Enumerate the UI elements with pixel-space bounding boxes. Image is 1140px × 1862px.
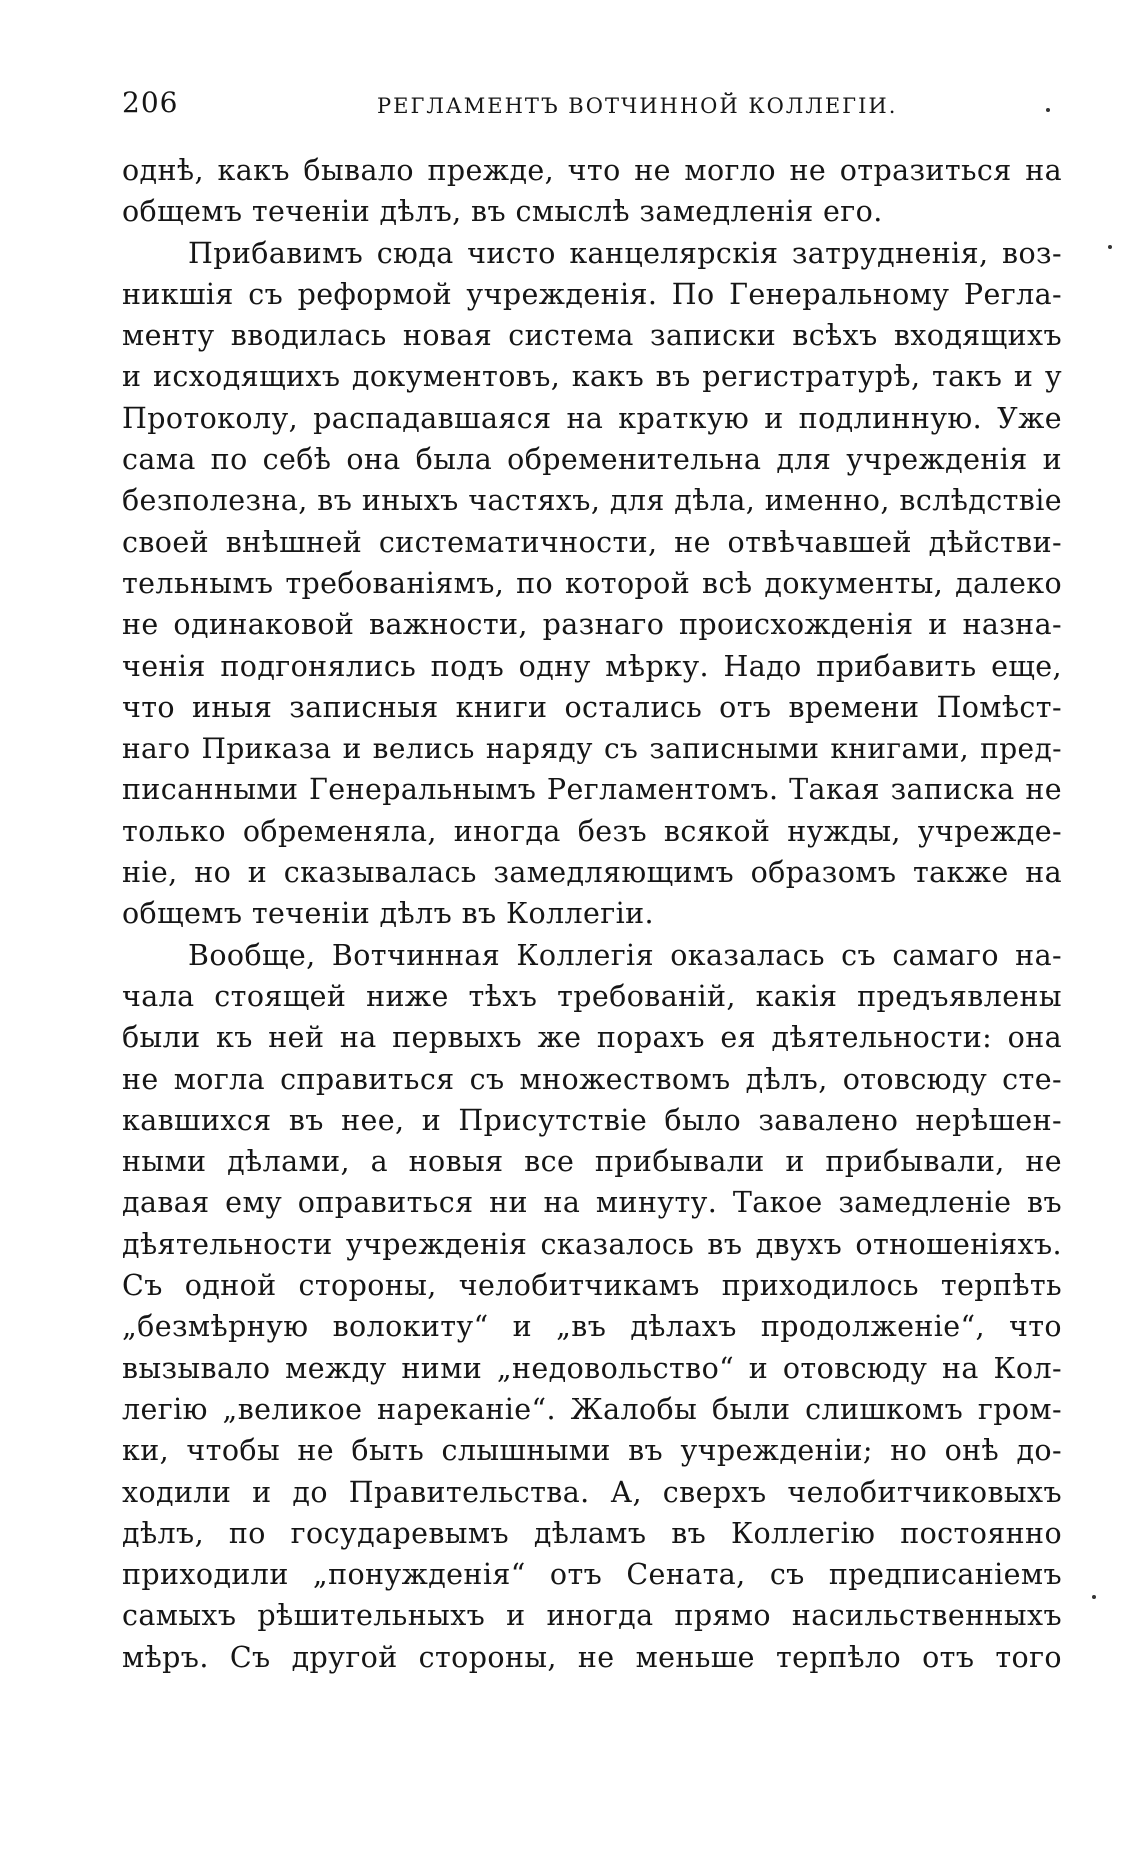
text-line: дѣлъ, по государевымъ дѣламъ въ Коллегію постоянно bbox=[122, 1516, 1062, 1550]
text-line: чала стоящей ниже тѣхъ требованій, какія предъявлены bbox=[122, 979, 1062, 1013]
text-line: Протоколу, распадавшаяся на краткую и подлинную. Уже bbox=[122, 401, 1062, 435]
paragraph-start-line: Прибавимъ сюда чисто канцелярскія затрудненія, воз- bbox=[188, 236, 1062, 270]
text-line: что иныя записныя книги остались отъ времени Помѣст- bbox=[122, 690, 1062, 724]
margin-dot bbox=[1108, 245, 1112, 249]
text-line: ченія подгонялись подъ одну мѣрку. Надо прибавить еще, bbox=[122, 649, 1062, 683]
text-line: мѣръ. Съ другой стороны, не меньше терпѣло отъ того bbox=[122, 1640, 1062, 1674]
text-line: ніе, но и сказывалась замедляющимъ образомъ также на bbox=[122, 856, 1062, 890]
body-text bbox=[122, 150, 1062, 1678]
text-line: самыхъ рѣшительныхъ и иногда прямо насильственныхъ bbox=[122, 1599, 1062, 1633]
text-line: ными дѣлами, а новыя все прибывали и прибывали, не bbox=[122, 1145, 1062, 1179]
text-line: сама по себѣ она была обременительна для учрежденія и bbox=[122, 443, 1062, 477]
text-line: однѣ, какъ бывало прежде, что не могло не отразиться на bbox=[122, 154, 1062, 187]
text-line: своей внѣшней систематичности, не отвѣчавшей дѣйстви- bbox=[122, 525, 1062, 559]
text-line: Съ одной стороны, челобитчикамъ приходилось терпѣть bbox=[122, 1269, 1062, 1303]
text-line: дѣятельности учрежденія сказалось въ двухъ отношеніяхъ. bbox=[122, 1227, 1062, 1261]
text-line: вызывало между ними „недовольство“ и отовсюду на Кол- bbox=[122, 1351, 1062, 1385]
text-line: писанными Генеральнымъ Регламентомъ. Такая записка не bbox=[122, 773, 1062, 807]
running-head bbox=[122, 86, 1062, 126]
text-line: безполезна, въ иныхъ частяхъ, для дѣла, именно, вслѣдствіе bbox=[122, 484, 1062, 518]
text-line: наго Приказа и велись наряду съ записными книгами, пред- bbox=[122, 732, 1062, 766]
text-line: и исходящихъ документовъ, какъ въ регистратурѣ, такъ и у bbox=[122, 360, 1062, 394]
text-line: общемъ теченіи дѣлъ, въ смыслѣ замедленія его. bbox=[122, 195, 883, 229]
page-number: 206 bbox=[122, 86, 179, 119]
text-line: ки, чтобы не быть слышными въ учрежденіи; но онѣ до- bbox=[122, 1434, 1062, 1468]
margin-dot bbox=[1092, 1595, 1096, 1599]
text-line: ходили и до Правительства. А, сверхъ челобитчиковыхъ bbox=[122, 1475, 1062, 1509]
text-line: только обременяла, иногда безъ всякой нужды, учрежде- bbox=[122, 814, 1062, 848]
text-line: кавшихся въ нее, и Присутствіе было завалено нерѣшен- bbox=[122, 1103, 1062, 1137]
text-line: не могла справиться съ множествомъ дѣлъ, отовсюду сте- bbox=[122, 1062, 1062, 1096]
margin-dot bbox=[1046, 108, 1050, 112]
running-title: РЕГЛАМЕНТЪ ВОТЧИННОЙ КОЛЛЕГІИ. bbox=[377, 94, 898, 118]
text-line: были къ ней на первыхъ же порахъ ея дѣятельности: она bbox=[122, 1021, 1062, 1055]
text-line: тельнымъ требованіямъ, по которой всѣ документы, далеко bbox=[122, 566, 1062, 600]
text-line: давая ему оправиться ни на минуту. Такое замедленіе въ bbox=[122, 1186, 1062, 1220]
paragraph-start-line: Вообще, Вотчинная Коллегія оказалась съ самаго на- bbox=[188, 938, 1062, 972]
text-line: никшія съ реформой учрежденія. По Генеральному Регла- bbox=[122, 277, 1062, 311]
text-line: „безмѣрную волокиту“ и „въ дѣлахъ продолженіе“, что bbox=[122, 1310, 1062, 1344]
text-line: менту вводилась новая система записки всѣхъ входящихъ bbox=[122, 319, 1062, 353]
text-line: приходили „понужденія“ отъ Сената, съ предписаніемъ bbox=[122, 1558, 1062, 1592]
text-line: не одинаковой важности, разнаго происхожденія и назна- bbox=[122, 608, 1062, 642]
text-line: общемъ теченіи дѣлъ въ Коллегіи. bbox=[122, 897, 655, 931]
text-line: легію „великое нареканіе“. Жалобы были слишкомъ гром- bbox=[122, 1392, 1062, 1426]
